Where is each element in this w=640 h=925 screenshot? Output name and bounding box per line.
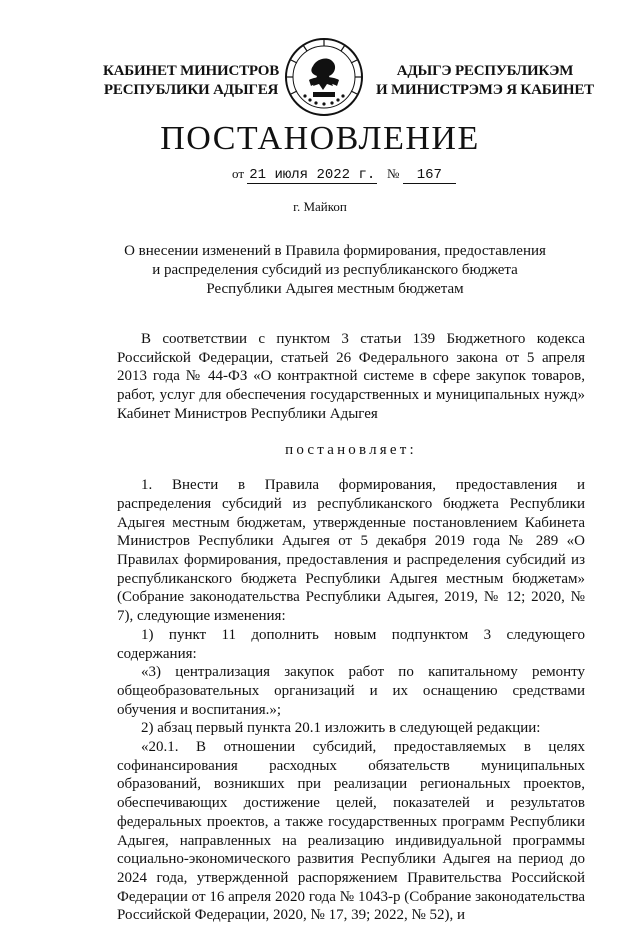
number-label: №	[387, 166, 400, 181]
header-left-line-1: КАБИНЕТ МИНИСТРОВ	[103, 63, 280, 79]
decree-number: 167	[403, 167, 456, 184]
subitem-1-paragraph: 1) пункт 11 дополнить новым подпунктом 3 следующего содержания:	[117, 626, 585, 662]
subject-line-1: О внесении изменений в Правила формирования, предоставления	[124, 243, 546, 259]
city: г. Майкоп	[293, 199, 347, 214]
date-number-line	[232, 166, 456, 184]
decree-subject	[110, 242, 560, 299]
header-right-line-2: И МИНИСТРЭМЭ Я КАБИНЕТ	[376, 82, 594, 98]
subitem-2-paragraph: 2) абзац первый пункта 20.1 изложить в следующей редакции:	[141, 720, 541, 737]
resolves-line: постановляет:	[285, 441, 417, 458]
header-right-line-1: АДЫГЭ РЕСПУБЛИКЭМ	[396, 63, 574, 79]
header-right	[376, 62, 594, 100]
decree-body	[117, 330, 585, 925]
decree-date: 21 июля 2022 г.	[249, 167, 376, 183]
date-prefix: от	[232, 166, 245, 181]
document-title: ПОСТАНОВЛЕНИЕ	[160, 120, 480, 157]
subject-line-2: и распределения субсидий из республиканского бюджета	[152, 262, 518, 278]
subitem-2-text: «20.1. В отношении субсидий, предоставляемых в целях софинансирования расходных обязательств муниципальных образований, возникших при реализации региональных проектов, обеспечивающих достижение целей, показателей и результатов федеральных проектов, а также государственных программ Республики Адыгея, направленных на реализацию индивидуальной программы социально-экономического развития Республики Адыгея на период до 2024 года, утвержденной распоряжением Правительства Российской Федерации от 16 апреля 2020 года № 1043-р (Собрание законодательства Российской Федерации, 2020, № 17, 39; 2022, № 52), и	[117, 739, 585, 924]
header-left	[103, 62, 279, 100]
subitem-1-text: «3) централизация закупок работ по капитальному ремонту общеобразовательных организаций и их оснащению средствами обучения и воспитания.»;	[117, 664, 585, 718]
item-1-paragraph: 1. Внести в Правила формирования, предоставления и распределения субсидий из республиканского бюджета Республики Адыгея местным бюджетам, утвержденные постановлением Кабинета Министров Республики Адыгея от 5 декабря 2019 года № 289 «О Правилах формирования, предоставления и распределения субсидий из республиканского бюджета Республики Адыгея местным бюджетам» (Собрание законодательства Республики Адыгея, 2019, № 12; 2020, № 7), следующие изменения:	[117, 477, 585, 625]
subject-line-3: Республики Адыгея местным бюджетам	[206, 281, 464, 297]
preamble-paragraph: В соответствии с пунктом 3 статьи 139 Бюджетного кодекса Российской Федерации, статьей 26 Федерального закона от 5 апреля 2013 года № 44-ФЗ «О контрактной системе в сфере закупок товаров, работ, услуг для обеспечения государственных и муниципальных нужд» Кабинет Министров Республики Адыгея	[117, 331, 585, 422]
header-left-line-2: РЕСПУБЛИКИ АДЫГЕЯ	[103, 82, 279, 98]
coat-of-arms-icon	[283, 36, 365, 118]
